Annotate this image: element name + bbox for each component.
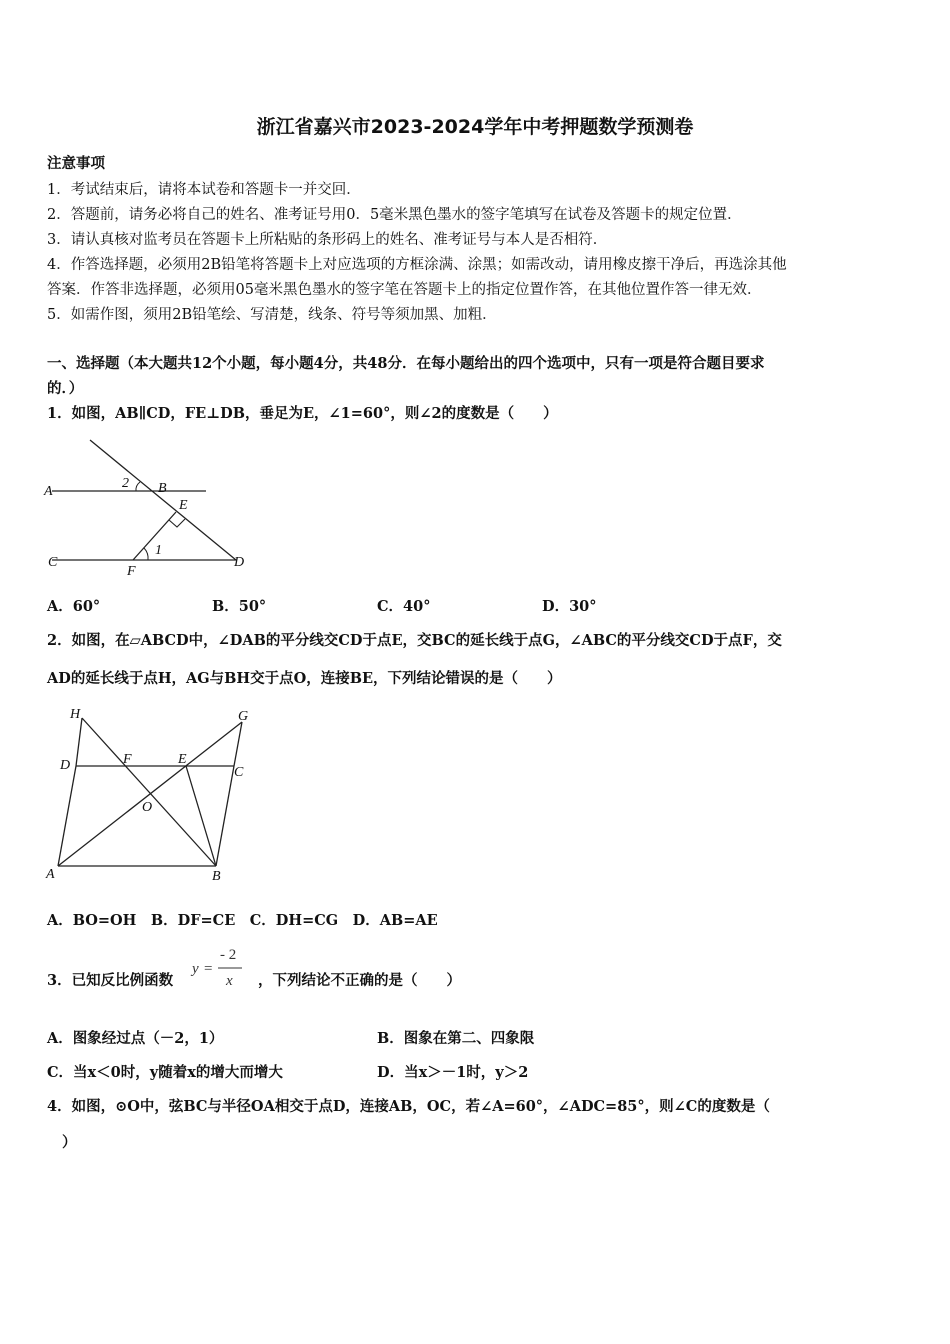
q3-option-b: B．图象在第二、四象限 xyxy=(377,1030,535,1047)
q1-label-E: E xyxy=(179,498,188,513)
q2-label-A: A xyxy=(46,867,55,882)
q1-label-C: C xyxy=(48,555,58,570)
q2-options: A．BO=OH B．DF=CE C．DH=CG D．AB=AE xyxy=(47,912,438,929)
q1-label-D: D xyxy=(234,555,245,570)
q2-label-O: O xyxy=(142,800,153,815)
q1-option-c: C．40° xyxy=(377,598,431,615)
notice-item-4: 4．作答选择题，必须用2B铅笔将答题卡上对应选项的方框涂满、涂黑；如需改动，请用橡皮擦干净后，再选涂其他 xyxy=(47,257,787,273)
q1-label-angle1: 1 xyxy=(155,543,162,558)
q2-label-G: G xyxy=(238,709,249,724)
q3-formula-den: x xyxy=(226,973,233,989)
notice-item-2: 2．答题前，请务必将自己的姓名、准考证号用0．5毫米黑色墨水的签字笔填写在试卷及答题卡的规定位置． xyxy=(47,207,742,223)
q3-stem-post: ，下列结论不正确的是（ ） xyxy=(258,972,461,989)
q1-label-B: B xyxy=(158,481,167,496)
q3-formula-lhs: y xyxy=(192,961,199,977)
q1-figure xyxy=(40,432,260,580)
q1-option-a: A．60° xyxy=(47,598,101,615)
q1-label-A: A xyxy=(44,484,53,499)
q3-formula xyxy=(190,944,250,994)
section1-heading: 一、选择题（本大题共12个小题，每小题4分，共48分．在每小题给出的四个选项中，只有一项是符合题目要求 xyxy=(47,355,765,372)
q1-option-b: B．50° xyxy=(212,598,267,615)
q3-option-c: C．当x＜0时，y随着x的增大而增大 xyxy=(47,1064,283,1081)
q2-label-H: H xyxy=(70,707,81,722)
notice-item-1: 1．考试结束后，请将本试卷和答题卡一并交回． xyxy=(47,182,361,198)
q3-option-d: D．当x＞－1时，y＞2 xyxy=(377,1064,529,1081)
q2-figure xyxy=(40,700,270,890)
section1-heading-cont: 的．） xyxy=(47,380,84,397)
q3-option-a: A．图象经过点（－2，1） xyxy=(47,1030,224,1047)
notice-heading: 注意事项 xyxy=(47,155,105,172)
q3-formula-eq: = xyxy=(204,961,213,977)
q1-label-F: F xyxy=(127,564,136,579)
notice-item-3: 3．请认真核对监考员在答题卡上所粘贴的条形码上的姓名、准考证号与本人是否相符． xyxy=(47,232,608,248)
q2-label-F: F xyxy=(123,752,132,767)
q2-label-D: D xyxy=(60,758,71,773)
q1-option-d: D．30° xyxy=(542,598,597,615)
q4-stem-2: ） xyxy=(62,1134,77,1151)
q3-stem-pre: 3．已知反比例函数 xyxy=(47,972,174,989)
page-title: 浙江省嘉兴市2023-2024学年中考押题数学预测卷 xyxy=(256,116,694,138)
q1-stem: 1．如图，AB∥CD，FE⊥DB，垂足为E，∠1=60°，则∠2的度数是（ ） xyxy=(47,405,558,422)
q2-stem-2: AD的延长线于点H，AG与BH交于点O，连接BE，下列结论错误的是（ ） xyxy=(47,670,562,687)
q2-label-E: E xyxy=(178,752,187,767)
notice-item-5: 5．如需作图，须用2B铅笔绘、写清楚，线条、符号等须加黑、加粗． xyxy=(47,307,497,323)
q3-formula-num: - 2 xyxy=(220,947,237,963)
notice-item-4-cont: 答案．作答非选择题，必须用05毫米黑色墨水的签字笔在答题卡上的指定位置作答，在其他位置作答一律无效． xyxy=(47,282,762,298)
q1-label-angle2: 2 xyxy=(122,476,129,491)
q2-label-C: C xyxy=(234,765,244,780)
q2-label-B: B xyxy=(212,869,221,884)
q4-stem-1: 4．如图，⊙O中，弦BC与半径OA相交于点D，连接AB，OC，若∠A=60°，∠ADC=85°，则∠C的度数是（ xyxy=(47,1098,770,1115)
q2-stem-1: 2．如图，在▱ABCD中，∠DAB的平分线交CD于点E，交BC的延长线于点G，∠ABC的平分线交CD于点F，交 xyxy=(47,632,782,649)
